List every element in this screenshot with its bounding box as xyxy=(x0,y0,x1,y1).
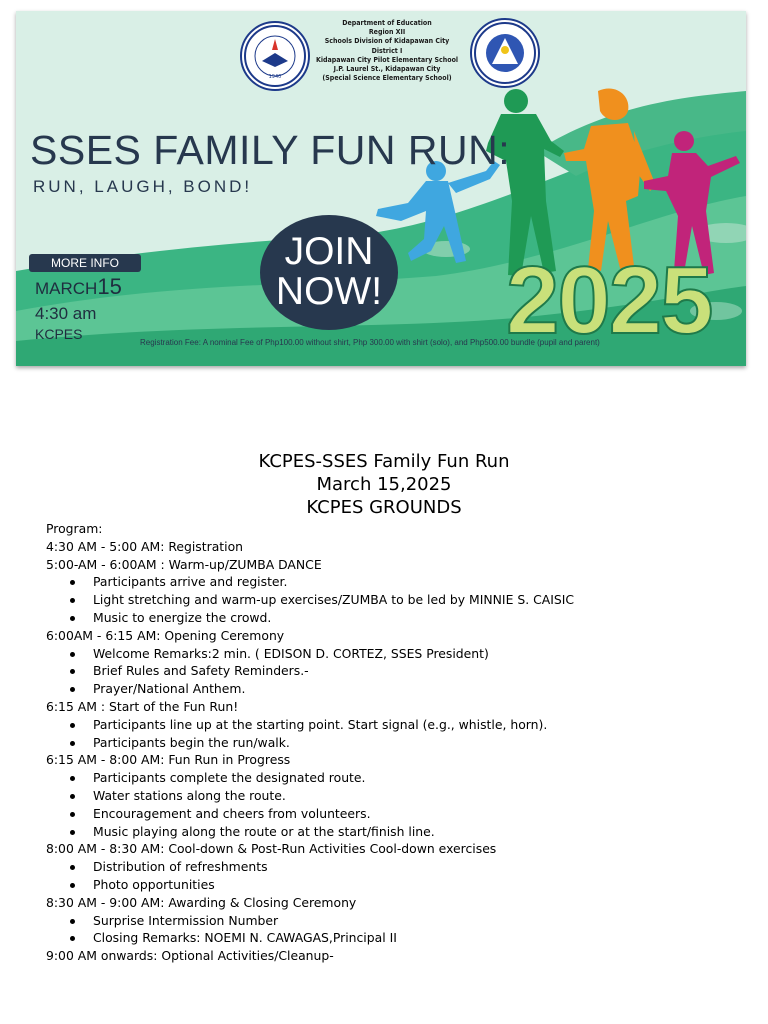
department-header xyxy=(312,19,462,83)
program-line-text: 6:00AM - 6:15 AM: Opening Ceremony xyxy=(46,627,285,643)
bullet-dot-icon xyxy=(70,919,75,924)
event-venue: KCPES xyxy=(35,326,83,342)
dept-line: Department of Education xyxy=(342,19,432,27)
event-banner xyxy=(16,11,746,366)
program-heading xyxy=(46,894,726,912)
school-seal-logo xyxy=(240,21,310,91)
program-line-text: Participants line up at the starting point. Start signal (e.g., whistle, horn). xyxy=(93,716,548,732)
program-bullet-item xyxy=(46,912,726,930)
event-year: 2025 xyxy=(506,247,712,354)
join-now-badge[interactable] xyxy=(260,215,398,330)
program-bullet-item xyxy=(46,662,726,680)
bullet-dot-icon xyxy=(70,598,75,603)
program-line-text: Distribution of refreshments xyxy=(93,859,268,875)
program-line-text: 9:00 AM onwards: Optional Activities/Cleanup- xyxy=(46,948,334,964)
bullet-dot-icon xyxy=(70,652,75,657)
program-line-text: 4:30 AM - 5:00 AM: Registration xyxy=(46,538,244,554)
dept-line: Region XII xyxy=(368,28,406,37)
document-venue: KCPES GROUNDS xyxy=(306,497,462,518)
event-date-month: MARCH xyxy=(35,279,98,298)
program-line-text: 8:30 AM - 9:00 AM: Awarding & Closing Ceremony xyxy=(46,894,357,910)
program-heading xyxy=(46,947,726,965)
event-headline: SSES FAMILY FUN RUN: xyxy=(30,127,511,173)
program-line-text: Light stretching and warm-up exercises/ZUMBA to be led by MINNIE S. CAISIC xyxy=(93,592,575,608)
program-list xyxy=(46,520,726,965)
program-heading xyxy=(46,627,726,645)
program-bullet-item xyxy=(46,929,726,947)
program-line-text: 6:15 AM : Start of the Fun Run! xyxy=(46,698,239,714)
school-seal-year: 1940 xyxy=(268,74,282,80)
program-line-text: 6:15 AM - 8:00 AM: Fun Run in Progress xyxy=(46,752,291,768)
program-line-text: Closing Remarks: NOEMI N. CAWAGAS,Principal II xyxy=(93,930,397,946)
program-line-text: 8:00 AM - 8:30 AM: Cool-down & Post-Run Activities Cool-down exercises xyxy=(46,841,497,857)
bullet-dot-icon xyxy=(70,936,75,941)
program-heading xyxy=(46,698,726,716)
bullet-dot-icon xyxy=(70,865,75,870)
document-title: KCPES-SSES Family Fun Run xyxy=(258,451,510,472)
program-bullet-item xyxy=(46,876,726,894)
dept-line: Kidapawan City Pilot Elementary School xyxy=(315,55,459,64)
event-date-day: 15 xyxy=(97,274,122,299)
program-bullet-item xyxy=(46,645,726,663)
program-line-text: Photo opportunities xyxy=(93,876,215,892)
join-now-line1: JOIN xyxy=(284,230,374,273)
dept-line: (Special Science Elementary School) xyxy=(322,74,452,83)
program-line-text: Surprise Intermission Number xyxy=(93,912,279,928)
deped-seal-logo xyxy=(470,18,540,88)
bullet-dot-icon xyxy=(70,883,75,888)
event-tagline: RUN, LAUGH, BOND! xyxy=(33,177,253,196)
document-date: March 15,2025 xyxy=(316,474,452,495)
bullet-dot-icon xyxy=(70,687,75,692)
program-bullet-item xyxy=(46,823,726,841)
program-line-text: Music playing along the route or at the start/finish line. xyxy=(93,823,435,839)
bullet-dot-icon xyxy=(70,812,75,817)
program-bullet-item xyxy=(46,805,726,823)
program-bullet-item xyxy=(46,769,726,787)
program-line-text: Welcome Remarks:2 min. ( EDISON D. CORTEZ, SSES President) xyxy=(93,645,489,661)
bullet-dot-icon xyxy=(70,580,75,585)
program-line-text: Prayer/National Anthem. xyxy=(93,681,246,697)
program-bullet-item xyxy=(46,787,726,805)
program-line-text: Water stations along the route. xyxy=(93,787,286,803)
dept-line: District I xyxy=(371,46,403,55)
bullet-dot-icon xyxy=(70,794,75,799)
bullet-dot-icon xyxy=(70,830,75,835)
registration-fee-note: Registration Fee: A nominal Fee of Php100.00 without shirt, Php 300.00 with shirt (solo), and Php500.00 bundle (pupil and parent) xyxy=(140,338,600,347)
program-heading xyxy=(46,520,726,538)
bullet-dot-icon xyxy=(70,776,75,781)
program-line-text: Participants begin the run/walk. xyxy=(93,734,290,750)
program-line-text: 5:00-AM - 6:00AM : Warm-up/ZUMBA DANCE xyxy=(46,556,322,572)
program-heading xyxy=(46,751,726,769)
program-bullet-item xyxy=(46,680,726,698)
program-bullet-item xyxy=(46,734,726,752)
dept-line: J.P. Laurel St., Kidapawan City xyxy=(333,65,441,74)
program-heading xyxy=(46,556,726,574)
bullet-dot-icon xyxy=(70,616,75,621)
program-heading xyxy=(46,538,726,556)
program-bullet-item xyxy=(46,609,726,627)
event-time: 4:30 am xyxy=(35,304,97,323)
program-bullet-item xyxy=(46,591,726,609)
program-heading xyxy=(46,840,726,858)
program-bullet-item xyxy=(46,716,726,734)
program-line-text: Brief Rules and Safety Reminders.- xyxy=(93,663,309,679)
more-info-button[interactable]: MORE INFO xyxy=(29,254,141,272)
program-line-text: Encouragement and cheers from volunteers. xyxy=(93,805,371,821)
bullet-dot-icon xyxy=(70,669,75,674)
program-line-text: Participants complete the designated route. xyxy=(93,770,366,786)
join-now-line2: NOW! xyxy=(275,270,383,313)
dept-line: Schools Division of Kidapawan City xyxy=(324,37,450,46)
program-line-text: Music to energize the crowd. xyxy=(93,609,272,625)
event-date xyxy=(35,274,122,300)
bullet-dot-icon xyxy=(70,741,75,746)
bullet-dot-icon xyxy=(70,723,75,728)
program-bullet-item xyxy=(46,858,726,876)
program-line-text: Participants arrive and register. xyxy=(93,574,288,590)
program-bullet-item xyxy=(46,573,726,591)
program-line-text: Program: xyxy=(46,521,103,536)
